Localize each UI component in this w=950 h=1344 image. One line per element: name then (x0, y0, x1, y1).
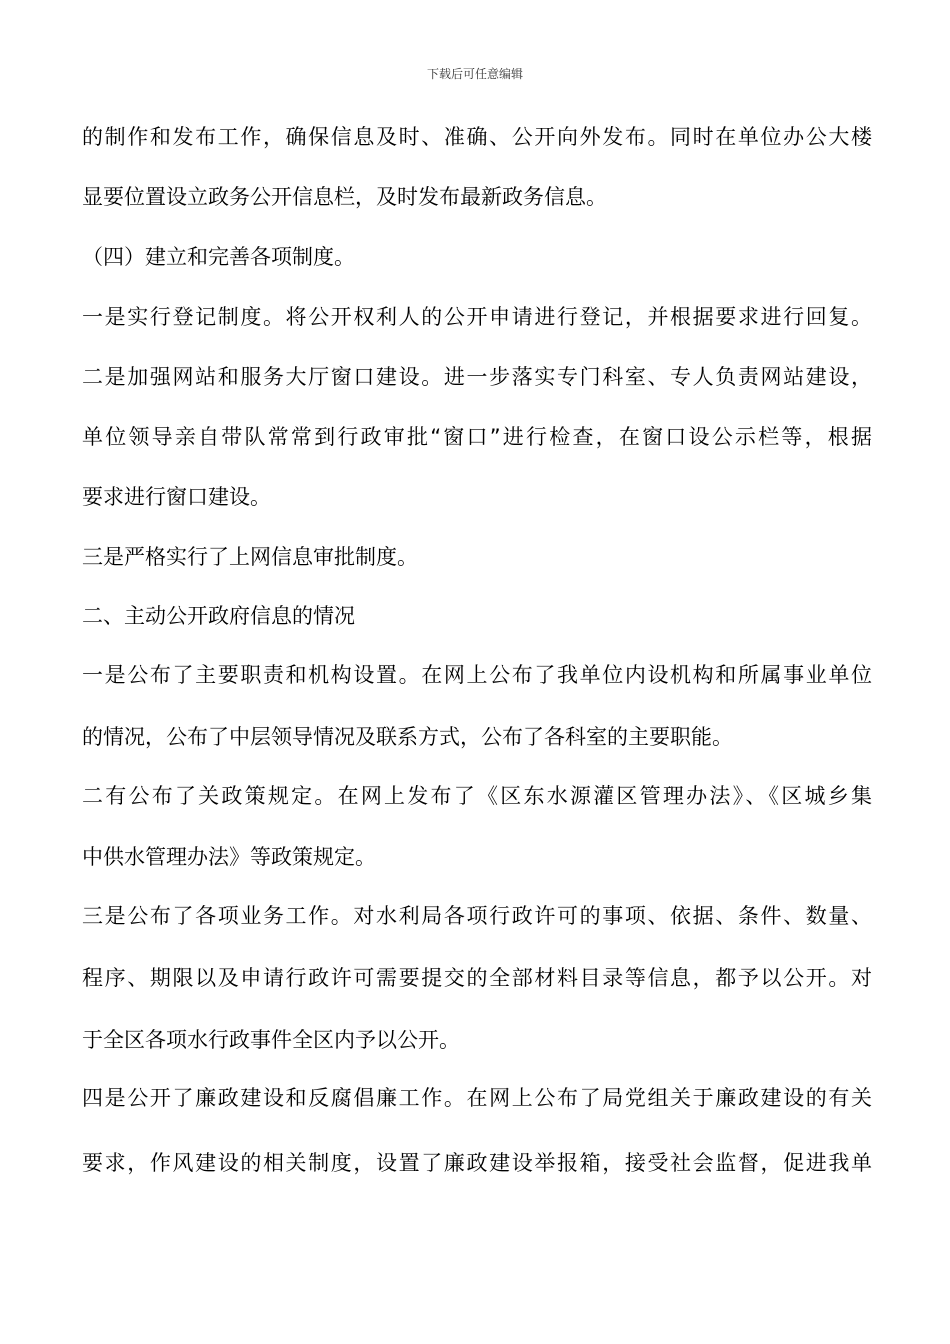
section-heading: 二、主动公开政府信息的情况 (82, 604, 355, 628)
text-line: 二是加强网站和服务大厅窗口建设。进一步落实专门科室、专人负责网站建设， (82, 365, 872, 389)
text-line: 单位领导亲自带队常常到行政审批“窗口”进行检查，在窗口设公示栏等，根据 (82, 425, 872, 449)
text-line: 中供水管理办法》等政策规定。 (82, 845, 376, 869)
text-line: 于全区各项水行政事件全区内予以公开。 (82, 1028, 460, 1052)
text-line: 的情况，公布了中层领导情况及联系方式，公布了各科室的主要职能。 (82, 725, 733, 749)
section-heading: （四）建立和完善各项制度。 (82, 245, 355, 269)
text-line: 要求进行窗口建设。 (82, 485, 271, 509)
text-line: 四是公开了廉政建设和反腐倡廉工作。在网上公布了局党组关于廉政建设的有关 (82, 1086, 872, 1110)
text-line: 二有公布了关政策规定。在网上发布了《区东水源灌区管理办法》、《区城乡集 (82, 784, 872, 808)
text-line: 三是公布了各项业务工作。对水利局各项行政许可的事项、依据、条件、数量、 (82, 904, 872, 928)
text-line: 要求，作风建设的相关制度，设置了廉政建设举报箱，接受社会监督，促进我单 (82, 1151, 872, 1175)
page-header: 下载后可任意编辑 (426, 67, 523, 81)
text-line: 三是严格实行了上网信息审批制度。 (82, 545, 418, 569)
text-line: 一是公布了主要职责和机构设置。在网上公布了我单位内设机构和所属事业单位 (82, 663, 872, 687)
text-line: 的制作和发布工作，确保信息及时、准确、公开向外发布。同时在单位办公大楼 (82, 125, 872, 149)
text-line: 显要位置设立政务公开信息栏，及时发布最新政务信息。 (82, 185, 607, 209)
text-line: 一是实行登记制度。将公开权利人的公开申请进行登记，并根据要求进行回复。 (82, 305, 872, 329)
text-line: 程序、期限以及申请行政许可需要提交的全部材料目录等信息，都予以公开。对 (82, 966, 872, 990)
